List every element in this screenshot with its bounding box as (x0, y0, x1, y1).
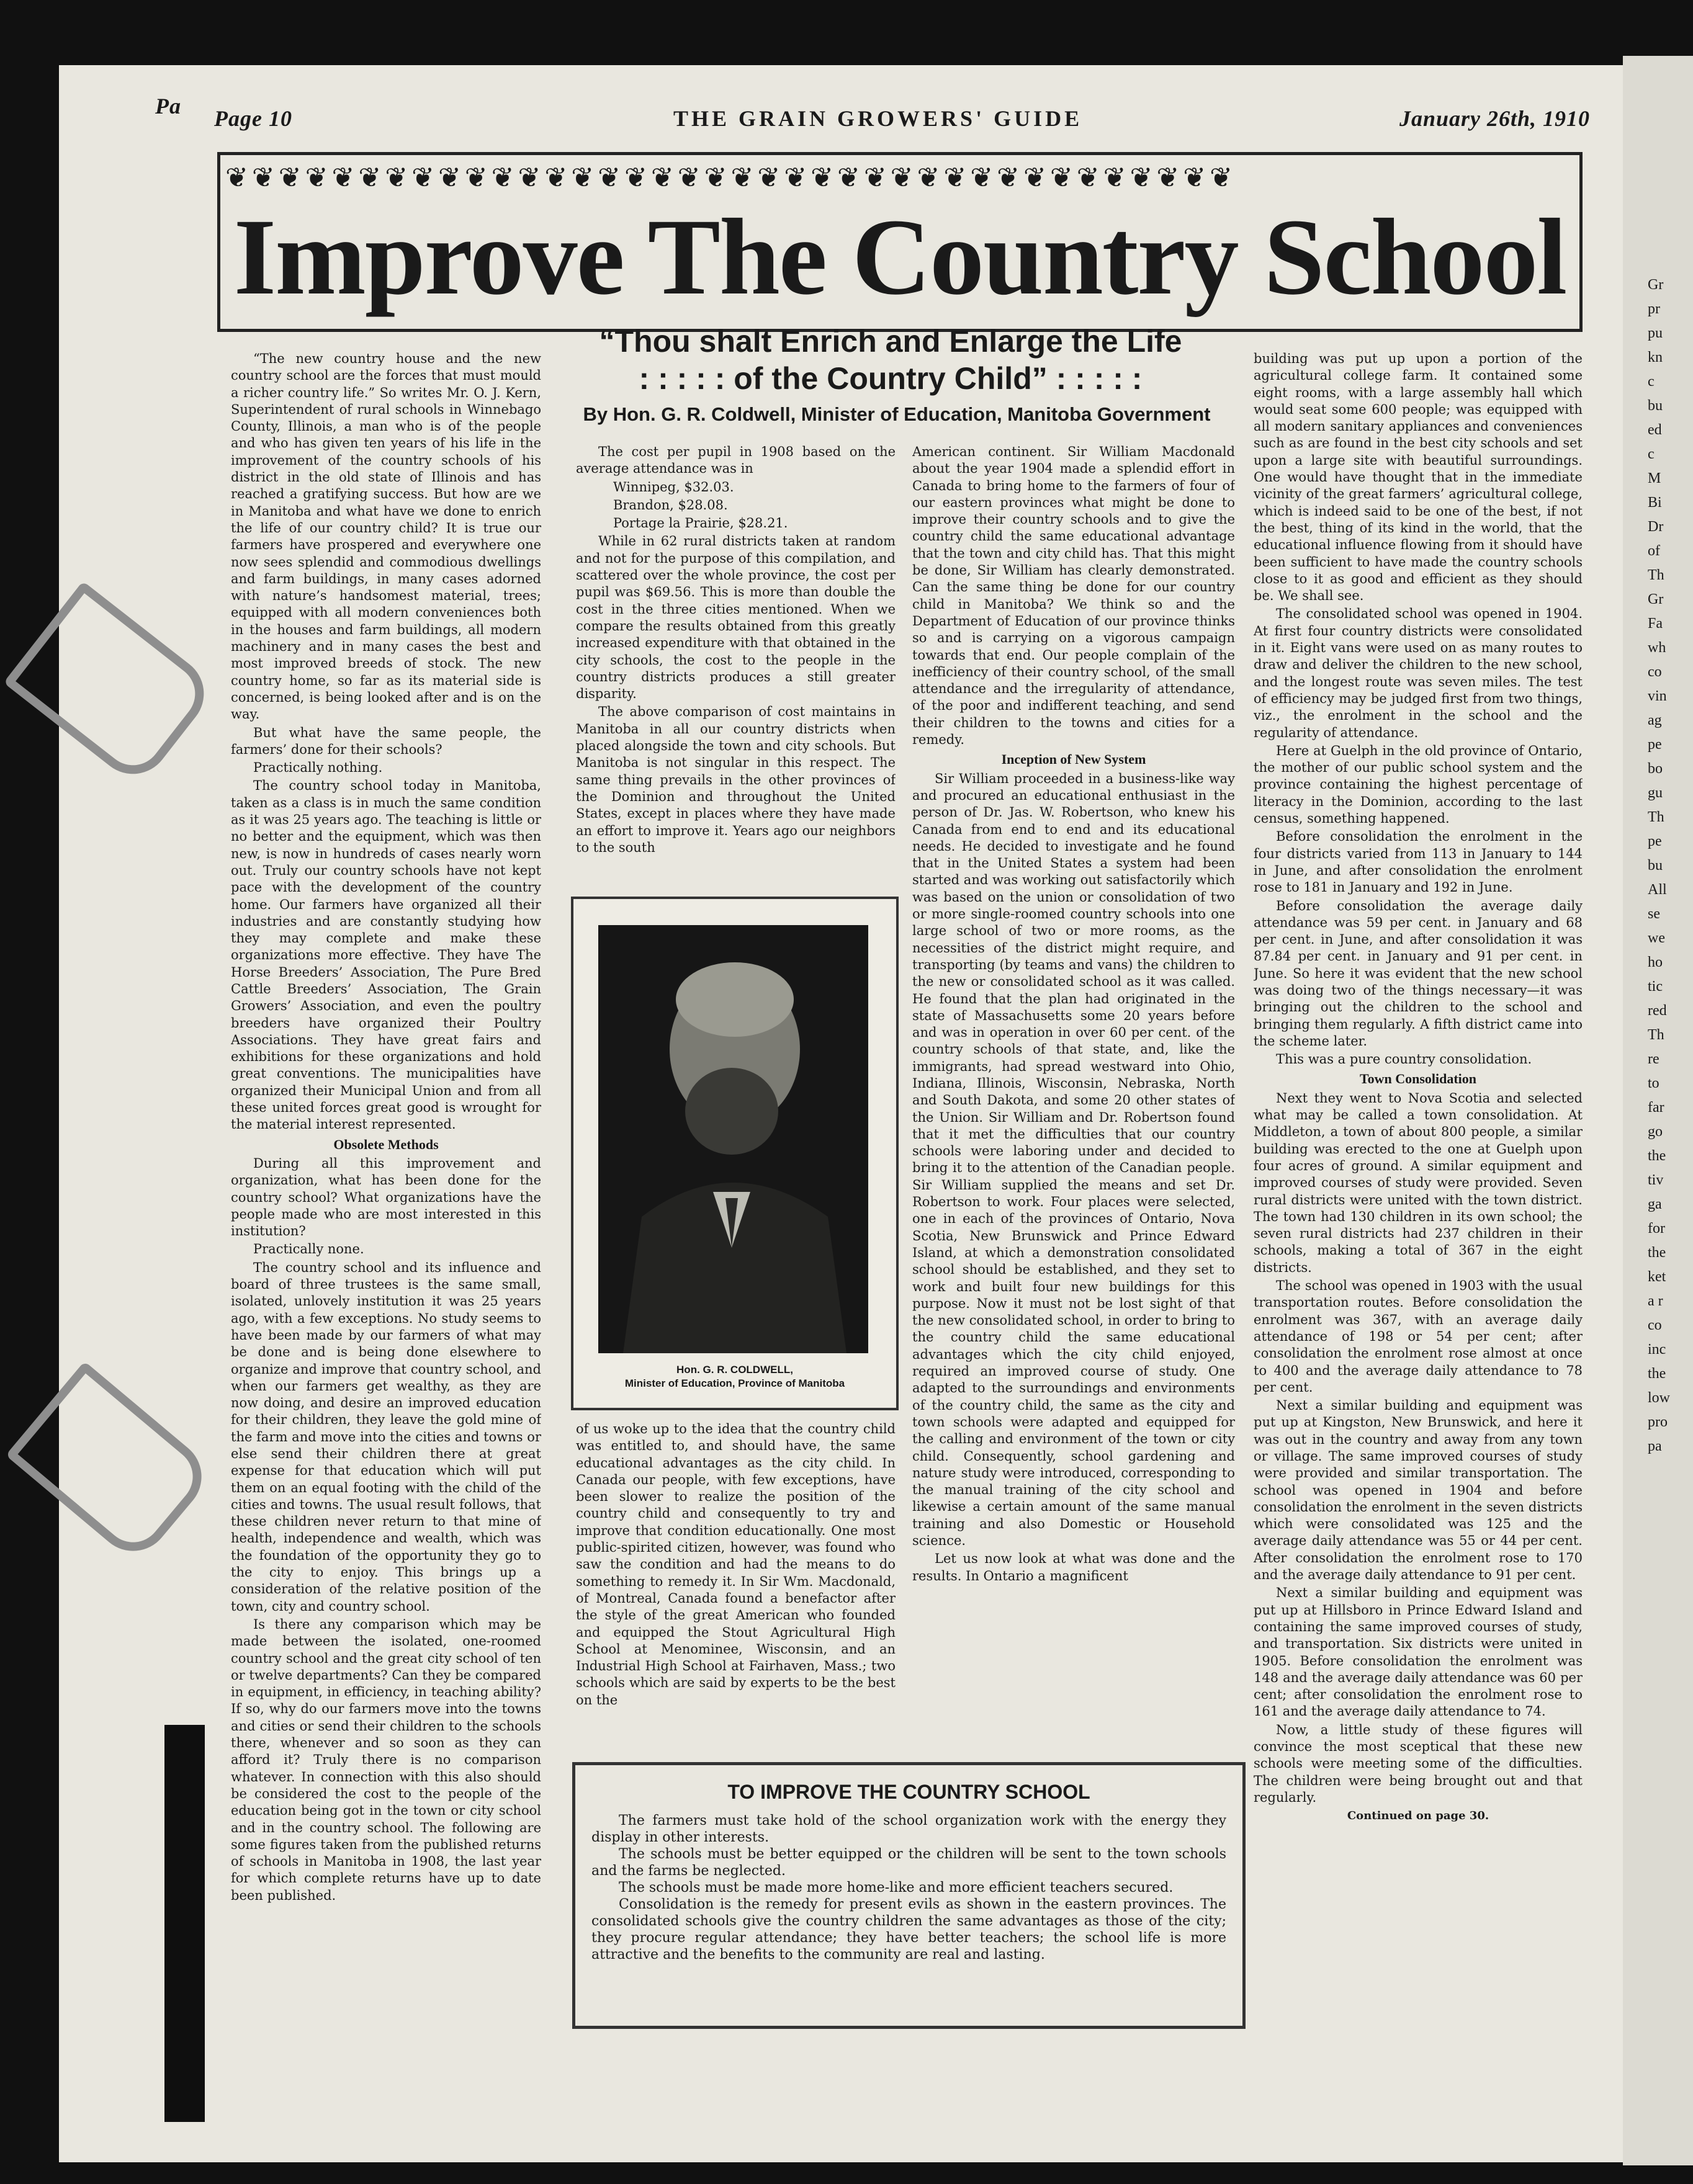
summary-paragraph: Consolidation is the remedy for present evils as shown in the eastern provinces. The consolidated schools give the country children the same advantages as those of the city; they procure regular attendance; they have better teachers; the school life is more attractive and the benefits to the community are real and lasting. (591, 1897, 1226, 1962)
page-number: Page 10 (214, 106, 292, 131)
column-2-bottom (576, 1421, 896, 1750)
next-page-fragment: Th (1648, 1027, 1664, 1043)
column-2-top (576, 444, 896, 884)
caption-name: Hon. G. R. COLDWELL, (676, 1364, 793, 1376)
next-page-fragment: pro (1648, 1414, 1668, 1430)
next-page-fragment: a r (1648, 1293, 1663, 1309)
next-page-fragment: Gr (1648, 591, 1664, 607)
next-page-fragment: tic (1648, 978, 1663, 995)
next-page-fragment: red (1648, 1003, 1667, 1019)
portrait-figure (598, 925, 868, 1353)
column-3 (912, 444, 1235, 1753)
subtitle-line-1: “Thou shalt Enrich and Enlarge the Life (599, 324, 1182, 359)
next-page-fragment: low (1648, 1390, 1670, 1406)
subtitle-line-2: : : : : : of the Country Child” : : : : : (639, 361, 1143, 396)
next-page-fragment: ho (1648, 954, 1663, 970)
next-page-fragment: c (1648, 446, 1655, 462)
paragraph: Is there any comparison which may be made between the isolated, one-roomed country school and the great city school of ten or twelve departments? Can they be compared in equipment, in efficiency, in teaching ability? If so, why do our farmers move into the towns and cities or send their children to the schools there, whenever and so soon as they can afford it? Truly there is no comparison whatever. In connection with this also should be considered the cost to the people of the education being got in the town or city school and in the country school. The following are some figures taken from the published returns of schools in Manitoba in 1908, the last year for which complete returns have up to date been published. (231, 1616, 541, 1903)
paragraph: Next they went to Nova Scotia and selected what may be called a town consolidation. At Middleton, a town of about 800 people, a similar building was erected to the one at Guelph upon four acres of ground. A similar equipment and improved courses of study were provided. Seven rural districts were united with the town district. The town had 130 children in its own school; the seven rural districts had 237 children in their schools, making a total of 367 in the eight districts. (1254, 1090, 1583, 1275)
next-page-fragment: co (1648, 664, 1662, 680)
next-page-fragments (1648, 273, 1685, 1459)
summary-box (572, 1762, 1246, 2029)
next-page-fragment: M (1648, 470, 1661, 486)
next-page-fragment: of (1648, 543, 1660, 559)
paragraph: Let us now look at what was done and the results. In Ontario a magnificent (912, 1551, 1235, 1583)
next-page-fragment: ket (1648, 1269, 1666, 1285)
portrait-frame (571, 897, 899, 1410)
next-page-fragment: c (1648, 374, 1655, 390)
subheading: Inception of New System (1001, 751, 1146, 768)
page-edge-fragment: Pa (155, 94, 181, 119)
next-page-fragment: bu (1648, 398, 1663, 414)
paragraph: of us woke up to the idea that the country child was entitled to, and should have, the same educational advantages as the city child. In Canada our people, with few exceptions, have been slower to realize the position of the country child and consequently to try and improve that condition educationally. One most public-spirited citizen, however, was found who saw the condition and had the means to do something to remedy it. In Sir Wm. Macdonald, of Montreal, Canada found a benefactor after the style of the great American who founded and equipped the Stout Agricultural High School at Menominee, Wisconsin, and an Industrial High School at Fairhaven, Mass.; two schools which are said by experts to be the best on the (576, 1421, 896, 1707)
next-page-fragment: Fa (1648, 615, 1663, 632)
paragraph: Here at Guelph in the old province of Ontario, the mother of our public school system and the province containing the highest percentage of literacy in the Dominion, according to the last census, something happened. (1254, 743, 1583, 826)
next-page-fragment: Th (1648, 809, 1664, 825)
next-page-fragment: for (1648, 1220, 1665, 1237)
next-page-fragment: Bi (1648, 495, 1662, 511)
next-page-fragment: kn (1648, 349, 1663, 365)
paragraph: During all this improvement and organization, what has been done for the country school? What organizations have the people made who are most interested in this institution? (231, 1155, 541, 1239)
paragraph: “The new country house and the new country school are the forces that must mould a richer country life.” So writes Mr. O. J. Kern, Superintendent of rural schools in Winnebago County, Illinois, a man who is of the people and who has given ten years of his life in the improvement of the country schools of his district in the old state of Illinois and has reached a gratifying success. But how are we in Manitoba and what have we done to enrich the life of our country child? It is true our farmers have prospered and everywhere one now sees splendid and commodious dwellings and farm buildings, in many cases adorned with nature’s handsomest material, trees; equipped with all modern conveniences both in the houses and farm buildings, all modern machinery and in many cases the best and most improved breeds of stock. The new country home, so far as its material side is concerned, is being looked after and is on the way. (231, 351, 541, 722)
next-page-fragment: tiv (1648, 1172, 1664, 1188)
paragraph: Now, a little study of these figures will convince the most sceptical that these new schools were meeting some of the difficulties. The children were being brought out and that regularly. (1254, 1722, 1583, 1805)
cost-line: Winnipeg, $32.03. (613, 479, 734, 495)
next-page-fragment: vin (1648, 688, 1667, 704)
paragraph: building was put up upon a portion of the agricultural college farm. It contained some eight rooms, with a large assembly hall which would seat some 600 people; was equipped with all modern sanitary appliances and conveniences such as are found in the best city schools and set upon a large site with beautiful surroundings. One would have thought that in the immediate vicinity of the great farmers’ agricultural college, which is indeed said to be one of the best, if not the best, thing of its kind in the world, that the educational influence flowing from it should have been sufficient to have made the country schools close to it as good and efficient as they should be. We shall see. (1254, 351, 1583, 604)
paragraph: Practically nothing. (253, 760, 383, 776)
paragraph: The country school today in Manitoba, taken as a class is in much the same condition as it was 25 years ago. The teaching is little or no better and the equipment, which was then new, is now in hundreds of cases nearly worn out. Truly our country schools have not kept pace with the development of the country home. Our farmers have organized all their industries and are constantly studying how they may complete and make these organizations more effective. They have The Horse Breeders’ Association, The Pure Bred Cattle Breeders’ Association, The Grain Growers’ Association, and even the poultry breeders have organized their Poultry Associations. They have great fairs and exhibitions for these organizations and hold great conventions. The municipalities have organized their Municipal Union and from all these united forces great good is wrought for the material interest represented. (231, 778, 541, 1132)
paragraph: Before consolidation the enrolment in the four districts varied from 113 in January to 144 in June, and after consolidation the enrolment rose to 181 in January and 192 in June. (1254, 829, 1583, 895)
cost-line: Brandon, $28.08. (613, 497, 728, 512)
paragraph: The cost per pupil in 1908 based on the average attendance was in (576, 444, 896, 477)
paper-name: THE GRAIN GROWERS' GUIDE (673, 106, 1083, 131)
next-page-fragment: to (1648, 1075, 1659, 1091)
next-page-fragment: gu (1648, 785, 1663, 801)
summary-paragraph: The farmers must take hold of the school organization work with the energy they display in other interests. (591, 1813, 1226, 1845)
next-page-fragment: pu (1648, 325, 1663, 341)
paragraph: The consolidated school was opened in 1904. At first four country districts were consolidated in it. Eight vans were used on as many routes to draw and deliver the children to the new school, and the longest route was seven miles. The test of efficiency may be judged first from two things, viz., the enrolment in the school and the regularity of attendance. (1254, 606, 1583, 740)
paragraph: Practically none. (253, 1242, 364, 1257)
next-page-fragment: pe (1648, 833, 1662, 849)
next-page-fragment: the (1648, 1245, 1666, 1261)
next-page-fragment: far (1648, 1099, 1664, 1116)
paragraph: Before consolidation the average daily attendance was 59 per cent. in January and 68 per cent. in June, and after consolidation it was 87.84 per cent. in January and 91 per cent. in June. So here it was evident that the new school was doing two of the things necessary—it was bringing out the children to the school and bringing them regularly. A fifth district came into the scheme later. (1254, 898, 1583, 1049)
paragraph: The above comparison of cost maintains in Manitoba in all our country districts when placed alongside the town and city schools. But Manitoba is not singular in this respect. The same thing prevails in the other provinces of the Dominion and throughout the United States, except in places where they have made an effort to improve it. Years ago our neighbors to the south (576, 704, 896, 855)
next-page-fragment: bu (1648, 857, 1663, 874)
paragraph: Sir William proceeded in a business-like way and procured an educational enthusiast in the person of Dr. Jas. W. Robertson, who knew his Canada from end to end and its educational needs. He decided to investigate and he found that in the United States a system had been started and was working out satisfactorily which was based on the union or consolidation of two or more single-roomed country schools into one large school of two or more rooms, as the necessities of the district might require, and transporting (by teams and vans) the children to the new or consolidated school as it was called. He found that the plan had originated in the state of Massachusetts some 20 years before and was in operation in over 60 per cent. of the country schools of that state, and, like the immigrants, had spread westward into Ohio, Indiana, Illinois, Wisconsin, Nebraska, North and South Dakota, and some 20 other states of the Union. Sir William and Dr. Robertson found that it met the difficulties that our country schools were laboring under and decided to bring it to the attention of the Canadian people. Sir William supplied the means and set Dr. Robertson to work. Four places were selected, one in each of the provinces of Ontario, Nova Scotia, New Brunswick and Prince Edward Island, at which a demonstration consolidated school should be established, and they set to work and built four new buildings for this purpose. Now it must not be lost sight of that the new consolidated school, in order to bring to the country child the same educational advantages which the city child enjoyed, required an improved course of study. One adapted to the surroundings and environments of the country child, the same as the city and town schools were adapted and equipped for the calling and environment of the town or city child. Consequently, school gardening and nature study were introduced, corresponding to the manual training of the city school and likewise a certain amount of the same manual training and also Domestic or Household science. (912, 771, 1235, 1548)
next-page-fragment: go (1648, 1124, 1663, 1140)
paragraph: The country school and its influence and board of three trustees is the same small, isolated, unlovely institution it was 25 years ago, with a few exceptions. No study seems to have been made by our farmers of what may be done and is being done elsewhere to organize and improve that country school, and when our farmers get wealthy, as they are now doing, and desire an improved education for their children, they leave the gold mine of the farm and move into the cities and towns or else send their children there at great expense for that education which will put them on an equal footing with the child of the cities and towns. The usual result follows, that these children never return to that mine of health, independence and wealth, which was the foundation of the opportunity they go to the city to enjoy. This brings up a consideration of the relative position of the town, city and country school. (231, 1260, 541, 1614)
next-page-fragment: Gr (1648, 277, 1664, 293)
next-page-fragment: se (1648, 906, 1660, 922)
next-page-fragment: ga (1648, 1196, 1662, 1212)
next-page-fragment: inc (1648, 1341, 1666, 1358)
summary-paragraph: The schools must be made more home-like and more efficient teachers secured. (619, 1880, 1174, 1895)
subheading: Town Consolidation (1359, 1071, 1477, 1087)
issue-date: January 26th, 1910 (1399, 106, 1591, 131)
next-page-fragment: pa (1648, 1438, 1662, 1454)
next-page-fragment: the (1648, 1366, 1666, 1382)
subheading: Obsolete Methods (333, 1136, 439, 1152)
page-title: Improve The Country School (233, 197, 1566, 318)
next-page-fragment: Th (1648, 567, 1664, 583)
next-page-fragment: All (1648, 882, 1667, 898)
paragraph: Next a similar building and equipment was put up at Kingston, New Brunswick, and here it was out in the country and away from any town or village. The same improved courses of study were provided and similar transportation. The school was opened in 1904 and before consolidation the enrolment in the seven districts which were consolidated was 125 and the average daily attendance was 55 or 44 per cent. After consolidation the enrolment rose to 170 and the average daily attendance to 91 per cent. (1254, 1398, 1583, 1583)
title-banner (217, 152, 1583, 332)
next-page-fragment: wh (1648, 640, 1666, 656)
subtitle (546, 323, 1235, 397)
column-1 (231, 351, 541, 2026)
paragraph: But what have the same people, the farmers’ done for their schools? (231, 725, 541, 757)
next-page-fragment: Dr (1648, 519, 1664, 535)
paragraph: American continent. Sir William Macdonald about the year 1904 made a splendid effort in Canada to bring home to the farmers of four of our eastern provinces what might be done to improve their country schools and to give the country child the same educational advantage that the town and city child has. That this might be done, Sir William has clearly demonstrated. Can the same thing be done for our country child in Manitoba? We think so and the Department of Education of our province thinks so and is carrying on a vigorous campaign towards that end. Our people complain of the inefficiency of their country school, of the small attendance and the irregularity of attendance, of the poor and indifferent teaching, and send their children to the towns and cities for a remedy. (912, 444, 1235, 748)
paragraph: Next a similar building and equipment was put up at Hillsboro in Prince Edward Island and containing the same improved courses of study, and transportation. Six districts were united in 1905. Before consolidation the enrolment was 148 and the average daily attendance was 60 per cent; after consolidation the enrolment rose to 161 and the average daily attendance to 74. (1254, 1585, 1583, 1719)
column-4 (1254, 351, 1583, 2007)
next-page-fragment: co (1648, 1317, 1662, 1333)
next-page-fragment: we (1648, 930, 1665, 946)
cost-line: Portage la Prairie, $28.21. (613, 516, 788, 531)
summary-heading: TO IMPROVE THE COUNTRY SCHOOL (727, 1781, 1090, 1803)
portrait-photo (598, 925, 868, 1353)
next-page-fragment: ag (1648, 712, 1662, 728)
caption-title: Minister of Education, Province of Manitoba (624, 1377, 845, 1389)
next-page-fragment: ed (1648, 422, 1662, 438)
paragraph: The school was opened in 1903 with the usual transportation routes. Before consolidation the enrolment was 367, with an average daily attendance of 198 or 54 per cent; after consolidation the enrolment rose almost at once to 400 and the average daily attendance to 78 per cent. (1254, 1278, 1583, 1395)
paragraph: While in 62 rural districts taken at random and not for the purpose of this compilation, and scattered over the whole province, the cost per pupil was $69.56. This is more than double the cost in the three cities mentioned. When we compare the results obtained from this greatly increased expenditure with that obtained in the city schools, the cost to the people in the country districts produces a still greater disparity. (576, 534, 896, 702)
next-page-fragment: the (1648, 1148, 1666, 1164)
scan-shadow (164, 1725, 205, 2122)
next-page-fragment: pe (1648, 736, 1662, 753)
portrait-caption (580, 1363, 890, 1390)
summary-paragraph: The schools must be better equipped or the children will be sent to the town schools and the farms be neglected. (591, 1846, 1226, 1879)
ornament-border: ❦❦❦❦❦❦❦❦❦❦❦❦❦❦❦❦❦❦❦❦❦❦❦❦❦❦❦❦❦❦❦❦❦❦❦❦❦❦ (225, 163, 1236, 194)
continued-note: Continued on page 30. (1347, 1809, 1489, 1823)
next-page-fragment: bo (1648, 761, 1663, 777)
byline: By Hon. G. R. Coldwell, Minister of Education, Manitoba Government (583, 403, 1211, 425)
next-page-fragment: pr (1648, 301, 1660, 317)
next-page-fragment: re (1648, 1051, 1659, 1067)
paragraph: This was a pure country consolidation. (1276, 1052, 1532, 1067)
